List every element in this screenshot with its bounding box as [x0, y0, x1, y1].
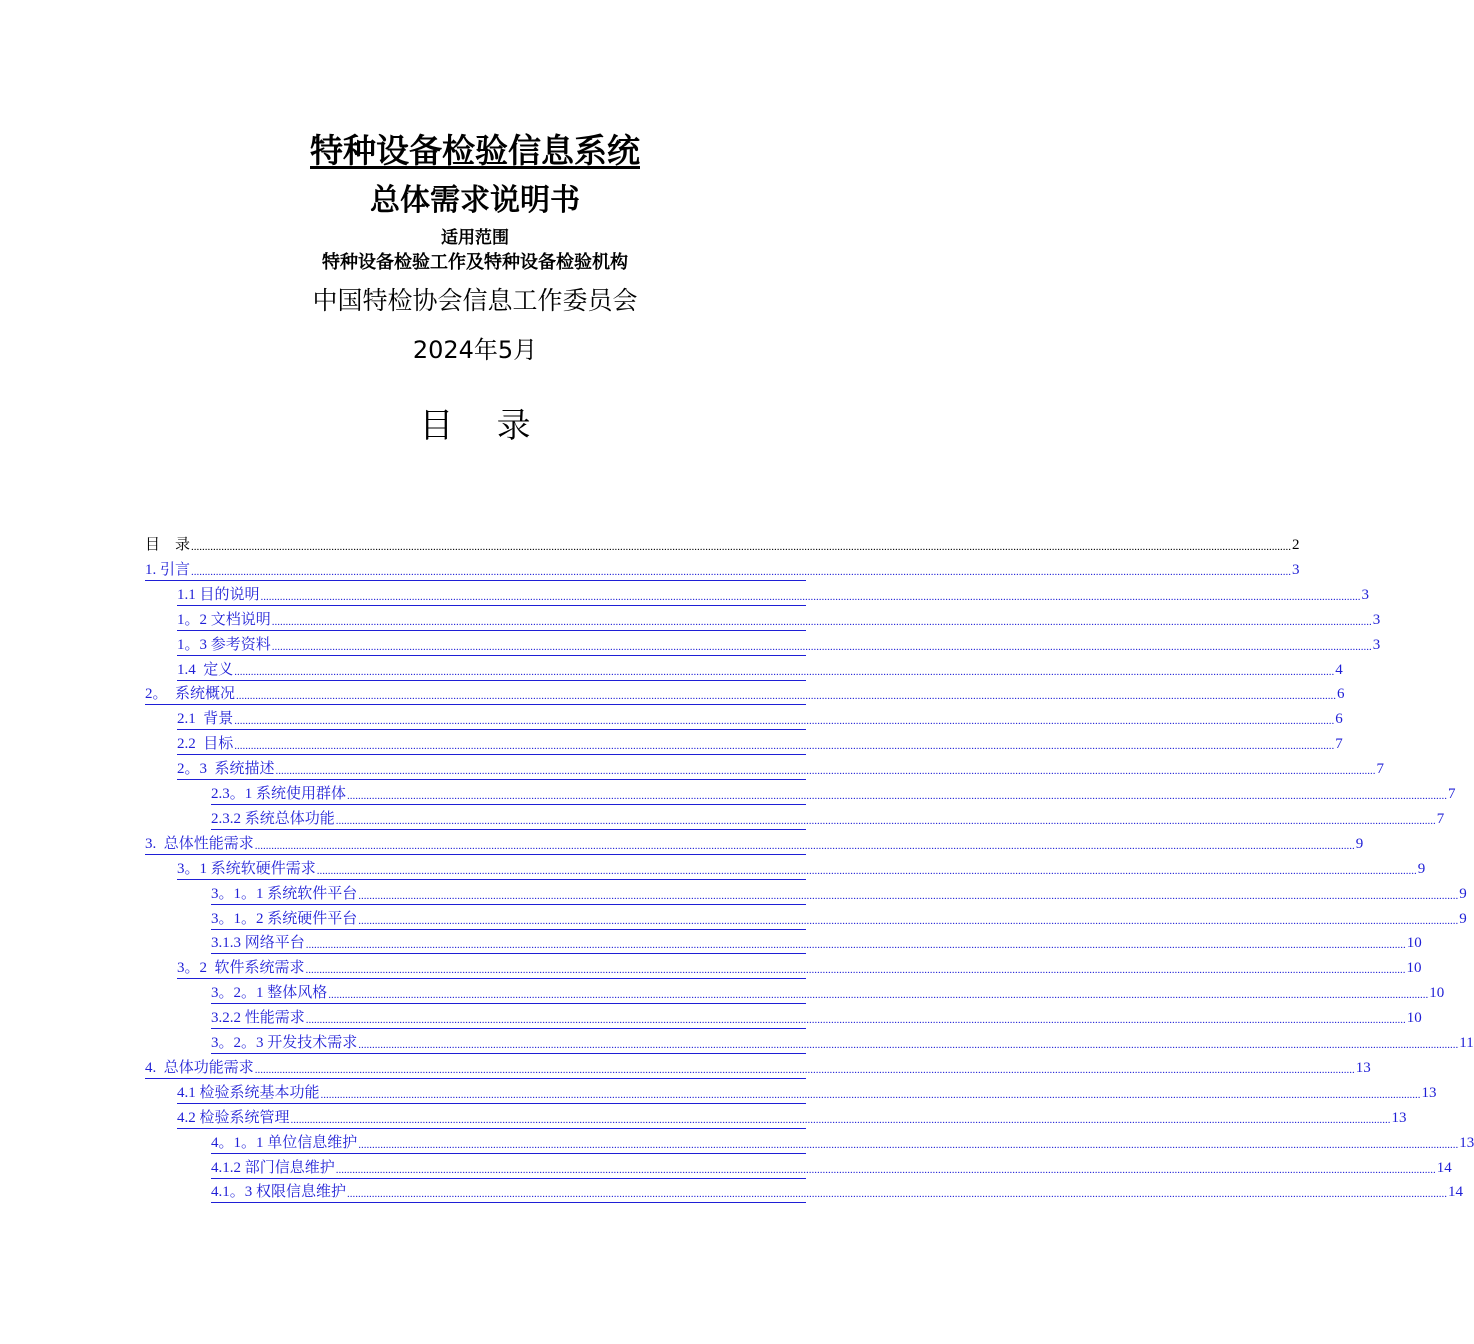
toc-entry-page: 3 [1292, 561, 1300, 578]
toc-entry-page: 10 [1406, 960, 1422, 977]
toc-entry-title: 2.2 目标 [177, 736, 234, 753]
toc-entry-page: 10 [1429, 985, 1445, 1002]
toc-entry[interactable] [177, 631, 1381, 656]
toc-entry-page: 7 [1335, 736, 1343, 753]
toc-entry[interactable] [177, 730, 1343, 755]
toc-leader-dots: ................................................................................................................................................................................................................................................................................................................................................................................................................ [358, 914, 1459, 927]
toc-entry-page: 14 [1448, 1184, 1464, 1201]
toc-leader-dots: ................................................................................................................................................................................................................................................................................................................................................................................................................ [191, 541, 1292, 553]
toc-entry[interactable] [177, 954, 1422, 979]
toc-leader-dots: ................................................................................................................................................................................................................................................................................................................................................................................................................ [328, 989, 1429, 1002]
toc-entry-page: 9 [1417, 860, 1426, 877]
toc-entry-title: 3。2。3 开发技术需求 [211, 1035, 358, 1051]
toc-leader-dots: ................................................................................................................................................................................................................................................................................................................................................................................................................ [236, 690, 1337, 703]
toc-entry-page: 4 [1335, 661, 1343, 678]
toc-leader-dots: ................................................................................................................................................................................................................................................................................................................................................................................................................ [335, 814, 1436, 827]
toc-leader-dots: ................................................................................................................................................................................................................................................................................................................................................................................................................ [234, 715, 1335, 728]
toc-entry-title: 4. 总体功能需求 [145, 1059, 254, 1076]
toc-entry [145, 531, 1300, 555]
toc-entry[interactable] [177, 606, 1381, 631]
toc-entry-title: 1. 引言 [145, 561, 191, 578]
toc-entry-title: 3。2 软件系统需求 [177, 960, 305, 977]
toc-leader-dots: ................................................................................................................................................................................................................................................................................................................................................................................................................ [234, 665, 1335, 678]
document-title: 特种设备检验信息系统 [310, 131, 640, 170]
toc-entry[interactable] [211, 805, 1445, 830]
toc-entry[interactable] [145, 830, 1364, 855]
toc-entry-page: 7 [1436, 810, 1445, 827]
toc-leader-dots: ................................................................................................................................................................................................................................................................................................................................................................................................................ [234, 740, 1335, 753]
toc-entry-page: 6 [1335, 711, 1343, 728]
toc-entry[interactable] [211, 1029, 1474, 1054]
toc-leader-dots: ................................................................................................................................................................................................................................................................................................................................................................................................................ [347, 1188, 1448, 1201]
toc-entry-title: 2.1 背景 [177, 711, 234, 728]
toc-leader-dots: ................................................................................................................................................................................................................................................................................................................................................................................................................ [260, 590, 1361, 603]
toc-entry[interactable] [211, 1154, 1452, 1179]
toc-entry-title: 3。2。1 整体风格 [211, 985, 328, 1002]
toc-entry-title: 4.2 检验系统管理 [177, 1109, 290, 1126]
toc-entry-page: 3 [1372, 611, 1381, 628]
toc-entry-title: 3。1。1 系统软件平台 [211, 885, 358, 902]
scope-text: 特种设备检验工作及特种设备检验机构 [322, 252, 628, 273]
toc-entry[interactable] [211, 780, 1456, 805]
toc-leader-dots: ................................................................................................................................................................................................................................................................................................................................................................................................................ [316, 864, 1417, 877]
toc-entry-title: 1。3 参考资料 [177, 636, 271, 653]
toc-leader-dots: ................................................................................................................................................................................................................................................................................................................................................................................................................ [290, 1113, 1391, 1126]
toc-entry-page: 11 [1459, 1035, 1474, 1051]
toc-leader-dots: ................................................................................................................................................................................................................................................................................................................................................................................................................ [305, 1014, 1406, 1027]
toc-entry-title: 3。1 系统软硬件需求 [177, 860, 316, 877]
toc-entry-title: 1.1 目的说明 [177, 586, 260, 603]
toc-entry-title: 2.3。1 系统使用群体 [211, 786, 347, 802]
toc-leader-dots: ................................................................................................................................................................................................................................................................................................................................................................................................................ [358, 1138, 1459, 1151]
toc-entry-title: 1.4 定义 [177, 661, 234, 678]
toc-leader-dots: ................................................................................................................................................................................................................................................................................................................................................................................................................ [275, 765, 1376, 778]
organization-name: 中国特检协会信息工作委员会 [312, 286, 638, 315]
toc-entry-page: 7 [1376, 761, 1385, 778]
toc-entry-page: 10 [1406, 1010, 1422, 1027]
toc-entry[interactable] [211, 880, 1467, 905]
toc-leader-dots: ................................................................................................................................................................................................................................................................................................................................................................................................................ [305, 939, 1406, 952]
toc-entry-page: 13 [1459, 1134, 1474, 1151]
toc-leader-dots: ................................................................................................................................................................................................................................................................................................................................................................................................................ [347, 790, 1448, 802]
toc-entry[interactable] [211, 979, 1445, 1004]
toc-entry-title: 3. 总体性能需求 [145, 835, 254, 852]
toc-entry[interactable] [177, 855, 1426, 880]
toc-leader-dots: ................................................................................................................................................................................................................................................................................................................................................................................................................ [271, 640, 1372, 653]
toc-entry[interactable] [177, 656, 1343, 681]
toc-leader-dots: ................................................................................................................................................................................................................................................................................................................................................................................................................ [358, 889, 1459, 902]
toc-entry-page: 6 [1337, 686, 1345, 703]
toc-entry[interactable] [177, 705, 1343, 730]
toc-entry-page: 13 [1355, 1059, 1371, 1076]
toc-entry[interactable] [145, 1054, 1371, 1079]
toc-leader-dots: ................................................................................................................................................................................................................................................................................................................................................................................................................ [335, 1163, 1436, 1176]
toc-entry[interactable] [211, 1129, 1474, 1154]
toc-leader-dots: ................................................................................................................................................................................................................................................................................................................................................................................................................ [271, 615, 1372, 628]
toc-entry[interactable] [145, 556, 1300, 581]
toc-entry-title: 目 录 [145, 537, 191, 553]
toc-entry-title: 4。1。1 单位信息维护 [211, 1134, 358, 1151]
toc-entry-page: 2 [1292, 537, 1300, 553]
toc-entry[interactable] [177, 755, 1385, 780]
toc-entry[interactable] [211, 1178, 1464, 1203]
toc-entry[interactable] [211, 1004, 1422, 1029]
toc-entry-page: 7 [1448, 786, 1456, 802]
toc-entry[interactable] [177, 581, 1370, 606]
toc-entry[interactable] [211, 929, 1422, 954]
toc-entry-title: 4.1.2 部门信息维护 [211, 1159, 335, 1176]
toc-entry-title: 4.1 检验系统基本功能 [177, 1084, 320, 1101]
toc-entry-page: 10 [1406, 935, 1422, 952]
document-date: 2024年5月 [412, 336, 538, 364]
toc-leader-dots: ................................................................................................................................................................................................................................................................................................................................................................................................................ [254, 1063, 1355, 1076]
toc-entry-title: 2。 系统概况 [145, 686, 236, 703]
toc-leader-dots: ................................................................................................................................................................................................................................................................................................................................................................................................................ [358, 1039, 1459, 1051]
toc-entry-page: 3 [1372, 636, 1381, 653]
toc-leader-dots: ................................................................................................................................................................................................................................................................................................................................................................................................................ [254, 839, 1355, 852]
toc-heading: 目 录 [419, 406, 531, 446]
toc-entry[interactable] [177, 1104, 1407, 1129]
toc-entry[interactable] [145, 680, 1345, 705]
toc-leader-dots: ................................................................................................................................................................................................................................................................................................................................................................................................................ [191, 565, 1292, 578]
toc-entry-page: 9 [1355, 835, 1364, 852]
document-subtitle: 总体需求说明书 [370, 183, 580, 218]
toc-entry[interactable] [177, 1079, 1437, 1104]
toc-entry-title: 3.2.2 性能需求 [211, 1010, 305, 1027]
toc-entry-page: 14 [1436, 1159, 1452, 1176]
toc-entry-title: 4.1。3 权限信息维护 [211, 1184, 347, 1201]
toc-leader-dots: ................................................................................................................................................................................................................................................................................................................................................................................................................ [305, 964, 1406, 977]
toc-entry-page: 3 [1361, 586, 1370, 603]
toc-entry-page: 13 [1391, 1109, 1407, 1126]
toc-entry-title: 3.1.3 网络平台 [211, 935, 305, 952]
toc-entry-title: 2。3 系统描述 [177, 761, 275, 778]
toc-entry-title: 3。1。2 系统硬件平台 [211, 910, 358, 927]
toc-entry[interactable] [211, 905, 1467, 930]
toc-entry-title: 1。2 文档说明 [177, 611, 271, 628]
toc-entry-page: 13 [1421, 1084, 1437, 1101]
toc-entry-page: 9 [1459, 885, 1467, 902]
toc-entry-page: 9 [1459, 910, 1467, 927]
toc-leader-dots: ................................................................................................................................................................................................................................................................................................................................................................................................................ [320, 1088, 1421, 1101]
scope-label: 适用范围 [441, 228, 509, 248]
toc-entry-title: 2.3.2 系统总体功能 [211, 810, 335, 827]
